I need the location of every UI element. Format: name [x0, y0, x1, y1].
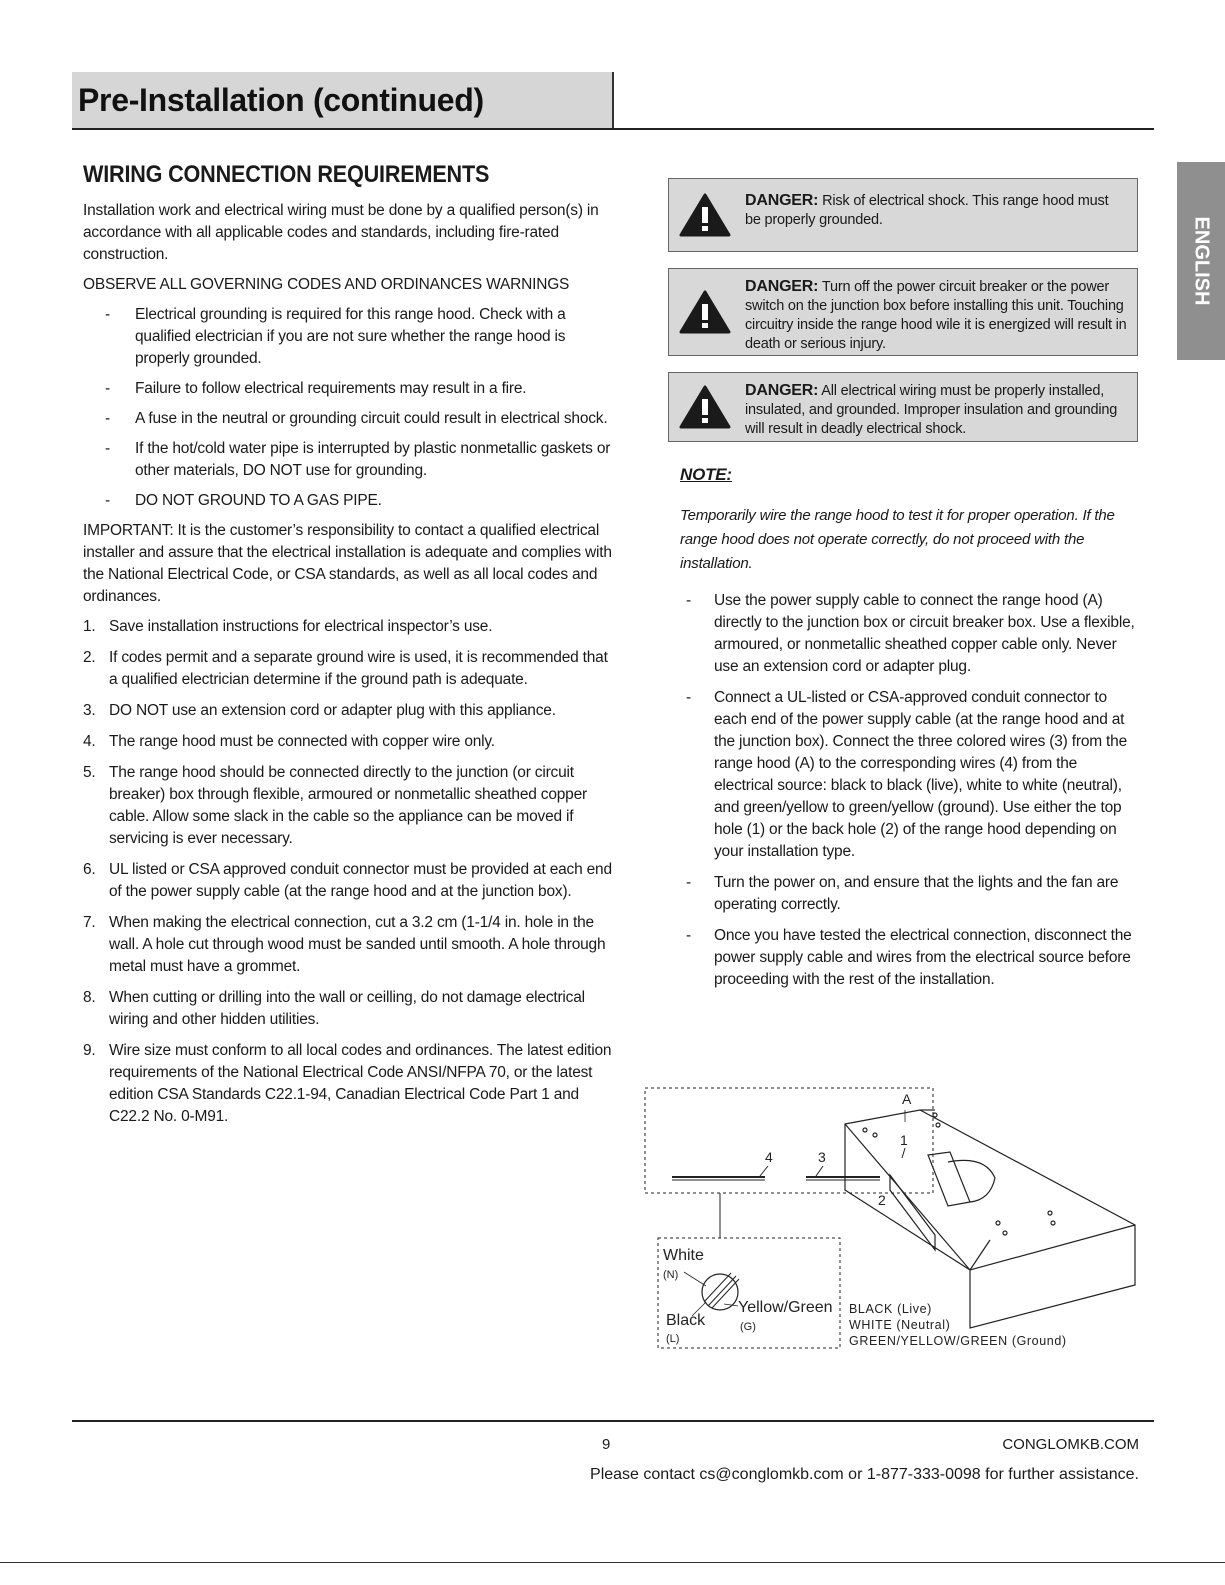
note-heading: NOTE:: [680, 465, 732, 484]
warning-icon: [679, 192, 731, 238]
label-1: 1: [900, 1132, 908, 1148]
list-item: - DO NOT GROUND TO A GAS PIPE.: [105, 492, 382, 509]
legend-line: WHITE (Neutral): [849, 1318, 951, 1332]
list-item: - Electrical grounding is required for this range hood. Check with a qualified electrician if you are not sure whether the range hood is properly grounded.: [105, 306, 566, 367]
danger-text: DANGER: Turn off the power circuit breaker or the power switch on the junction box before installing this unit. Touching circuitry inside the range hood wile it is energized will result in death or serious injury.: [745, 278, 1127, 352]
white-wire-code: (N): [663, 1269, 679, 1281]
range-hood-outline: [845, 1110, 1135, 1328]
label-4: 4: [765, 1149, 773, 1165]
page-title: Pre-Installation (continued): [78, 82, 484, 118]
right-column: [668, 178, 1138, 1000]
list-item: 5. The range hood should be connected directly to the junction (or circuit breaker) box through flexible, armoured or nonmetallic sheathed copper cable. Allow some slack in the cable so the appliance can be moved if servicing is ever necessary.: [83, 764, 587, 847]
list-item: 6. UL listed or CSA approved conduit connector must be provided at each end of the power supply cable (at the range hood and at the junction box).: [83, 861, 612, 900]
danger-box: [668, 268, 1138, 356]
legend-line: BLACK (Live): [849, 1302, 932, 1316]
ground-wire-label: Yellow/Green: [738, 1299, 833, 1316]
contact-info: Please contact cs@conglomkb.com or 1-877-333-0098 for further assistance.: [590, 1466, 1139, 1483]
danger-text: DANGER: Risk of electrical shock. This range hood must be properly grounded.: [745, 192, 1109, 228]
important-paragraph: IMPORTANT: It is the customer’s responsibility to contact a qualified electrical installer and assure that the electrical installation is adequate and complies with the National Electrical Code, or CSA standards, as well as all local codes and ordinances.: [83, 522, 612, 605]
danger-text: DANGER: All electrical wiring must be properly installed, insulated, and grounded. Improper insulation and grounding will result in deadly electrical shock.: [745, 382, 1118, 437]
label-2: 2: [878, 1192, 886, 1208]
warnings-list: [83, 304, 613, 512]
white-wire-label: White: [663, 1247, 704, 1264]
note-list: [668, 590, 1138, 991]
label-a: A: [902, 1091, 912, 1107]
list-item: 1. Save installation instructions for electrical inspector’s use.: [83, 618, 493, 635]
note-text: Temporarily wire the range hood to test it for proper operation. If the range hood does not operate correctly, do not proceed with the installation.: [680, 507, 1115, 572]
list-item: 2. If codes permit and a separate ground wire is used, it is recommended that a qualified electrician determine if the ground path is adequate.: [83, 649, 608, 688]
list-item: 3. DO NOT use an extension cord or adapter plug with this appliance.: [83, 702, 556, 719]
website-link[interactable]: CONGLOMKB.COM: [1002, 1436, 1139, 1453]
list-item: - Use the power supply cable to connect the range hood (A) directly to the junction box or circuit breaker box. Use a flexible, armoured, or nonmetallic sheathed copper cable only. Never use an extension cord or adapter plug.: [686, 592, 1135, 675]
intro-paragraph: Installation work and electrical wiring must be done by a qualified person(s) in accordance with all applicable codes and standards, including fire-rated construction.: [83, 202, 599, 263]
list-item: 8. When cutting or drilling into the wall or ceilling, do not damage electrical wiring and other hidden utilities.: [83, 989, 585, 1028]
warning-icon: [679, 384, 731, 430]
wiring-requirements-section: [83, 160, 613, 1137]
list-item: - Failure to follow electrical requirements may result in a fire.: [105, 380, 527, 397]
danger-box: [668, 372, 1138, 442]
wiring-diagram: [640, 1080, 1145, 1370]
black-wire-code: (L): [666, 1333, 680, 1345]
label-3: 3: [818, 1149, 826, 1165]
section-title: WIRING CONNECTION REQUIREMENTS: [83, 161, 490, 188]
list-item: - Connect a UL-listed or CSA-approved conduit connector to each end of the power supply cable (at the range hood and at the junction box). Connect the three colored wires (3) from the range hood (A) to the corresponding wires (4) from the electrical source: black to black (live), white to white (neutral), and green/yellow to green/yellow (ground). Use either the top hole (1) or the back hole (2) of the range hood depending on your installation type.: [686, 689, 1127, 860]
list-item: 4. The range hood must be connected with copper wire only.: [83, 733, 495, 750]
list-item: - Turn the power on, and ensure that the lights and the fan are operating correctly.: [686, 874, 1119, 913]
bottom-rule: [0, 1562, 1225, 1563]
danger-box: [668, 178, 1138, 252]
steps-list: [83, 616, 613, 1128]
list-item: 9. Wire size must conform to all local codes and ordinances. The latest edition requirements of the National Electrical Code ANSI/NFPA 70, or the latest edition CSA Standards C22.1-94, Canadian Electrical Code Part 1 and C22.2 No. 0-M91.: [83, 1042, 612, 1125]
ground-wire-code: (G): [740, 1321, 756, 1333]
footer-rule: [72, 1420, 1154, 1422]
observe-heading: OBSERVE ALL GOVERNING CODES AND ORDINANCES WARNINGS: [83, 276, 570, 293]
header-box: [72, 72, 614, 128]
list-item: - A fuse in the neutral or grounding circuit could result in electrical shock.: [105, 410, 608, 427]
list-item: - Once you have tested the electrical connection, disconnect the power supply cable and wires from the electrical source before proceeding with the rest of the installation.: [686, 927, 1132, 988]
list-item: 7. When making the electrical connection, cut a 3.2 cm (1-1/4 in. hole in the wall. A hole cut through wood must be sanded until smooth. A hole through metal must have a grommet.: [83, 914, 606, 975]
language-label: ENGLISH: [1190, 216, 1213, 306]
list-item: - If the hot/cold water pipe is interrupted by plastic nonmetallic gaskets or other materials, DO NOT use for grounding.: [105, 440, 611, 479]
page-number: 9: [602, 1436, 611, 1453]
warning-icon: [679, 289, 731, 335]
black-wire-label: Black: [666, 1312, 706, 1329]
language-tab: [1177, 162, 1225, 360]
legend-line: GREEN/YELLOW/GREEN (Ground): [849, 1334, 1067, 1348]
page-header: [72, 72, 1154, 130]
